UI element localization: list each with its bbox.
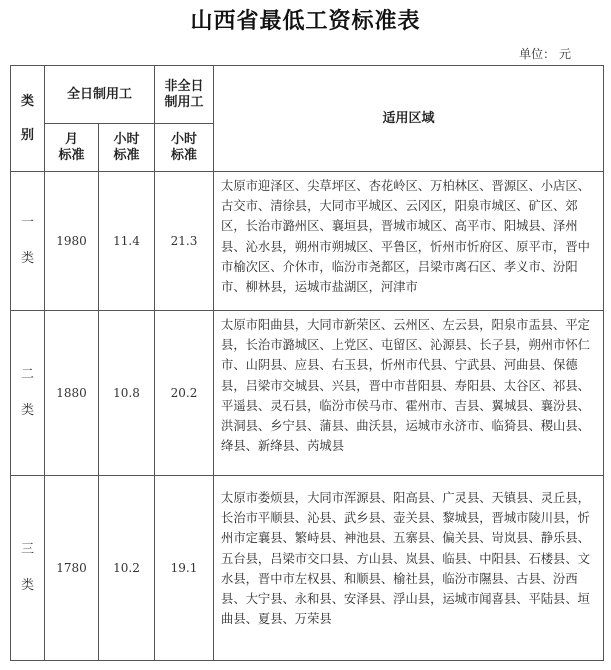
monthly-standard: 1980 <box>45 172 99 311</box>
header-category-line1: 类 <box>20 93 34 109</box>
category-char: 类 <box>20 251 34 266</box>
applicable-regions: 太原市阳曲县，大同市新荣区、云州区、左云县，阳泉市盂县、平定县，长治市潞城区、上党区、屯留区、沁源县、长子县，朔州市怀仁市、山阴县、应县、右玉县，忻州市代县、宁武县、河曲县、保德县，吕梁市交城县、兴县，晋中市昔阳县、寿阳县、太谷区、祁县、平遥县、灵石县，临汾市侯马市、霍州市、吉县、翼城县、襄汾县、洪洞县、乡宁县、蒲县、曲沃县，运城市永济市、临猗县、稷山县、绛县、新绛县、芮城县 <box>214 311 604 476</box>
header-parttime-hourly-line2: 标准 <box>171 147 198 163</box>
table-row-category-3 <box>11 476 604 661</box>
applicable-regions: 太原市迎泽区、尖草坪区、杏花岭区、万柏林区、晋源区、小店区、古交市、清徐县，大同市平城区、云冈区，阳泉市城区、矿区、郊区，长治市潞州区、襄垣县，晋城市城区、高平市、阳城县、泽州县、沁水县，朔州市朔城区、平鲁区，忻州市忻府区、原平市，晋中市榆次区、介休市，临汾市尧都区，吕梁市离石区、孝义市、汾阳市、柳林县，运城市盐湖区，河津市 <box>214 172 604 311</box>
header-parttime-line2: 制用工 <box>164 94 204 110</box>
header-category <box>11 66 45 172</box>
unit-label: 单位： 元 <box>519 47 571 61</box>
hourly-standard: 11.4 <box>99 172 155 311</box>
minimum-wage-table <box>10 65 604 661</box>
hourly-standard: 10.2 <box>99 476 155 661</box>
header-hourly-line2: 标准 <box>113 147 140 163</box>
monthly-standard: 1780 <box>45 476 99 661</box>
category-char: 一 <box>20 215 34 230</box>
category-char: 三 <box>20 542 34 557</box>
monthly-standard: 1880 <box>45 311 99 476</box>
parttime-hourly-standard: 21.3 <box>155 172 214 311</box>
header-monthly-line1: 月 <box>64 131 78 147</box>
header-fulltime: 全日制用工 <box>45 66 155 124</box>
category-char: 二 <box>20 367 34 382</box>
header-hourly-line1: 小时 <box>113 131 140 147</box>
header-region: 适用区域 <box>214 66 604 172</box>
category-char: 类 <box>20 578 34 593</box>
category-cell <box>11 172 45 311</box>
category-cell <box>11 311 45 476</box>
parttime-hourly-standard: 19.1 <box>155 476 214 661</box>
page-title: 山西省最低工资标准表 <box>190 8 421 34</box>
header-row-1 <box>11 66 604 124</box>
table-row-category-1 <box>11 172 604 311</box>
category-char: 类 <box>20 403 34 418</box>
header-parttime <box>155 66 214 124</box>
table-row-category-2 <box>11 311 604 476</box>
category-cell <box>11 476 45 661</box>
hourly-standard: 10.8 <box>99 311 155 476</box>
header-parttime-hourly <box>155 124 214 172</box>
header-hourly <box>99 124 155 172</box>
header-parttime-line1: 非全日 <box>164 78 204 94</box>
applicable-regions: 太原市娄烦县，大同市浑源县、阳高县、广灵县、天镇县、灵丘县，长治市平顺县、沁县、武乡县、壶关县、黎城县，晋城市陵川县，忻州市定襄县、繁峙县、神池县、五寨县、偏关县、岢岚县、静乐县、五台县，吕梁市交口县、方山县、岚县、临县、中阳县、石楼县、文水县，晋中市左权县、和顺县、榆社县，临汾市隰县、古县、汾西县、大宁县、永和县、安泽县、浮山县，运城市闻喜县、平陆县、垣曲县、夏县、万荣县 <box>214 476 604 661</box>
header-category-line2: 别 <box>20 127 34 143</box>
header-monthly-line2: 标准 <box>58 147 85 163</box>
header-monthly <box>45 124 99 172</box>
parttime-hourly-standard: 20.2 <box>155 311 214 476</box>
header-parttime-hourly-line1: 小时 <box>171 131 198 147</box>
